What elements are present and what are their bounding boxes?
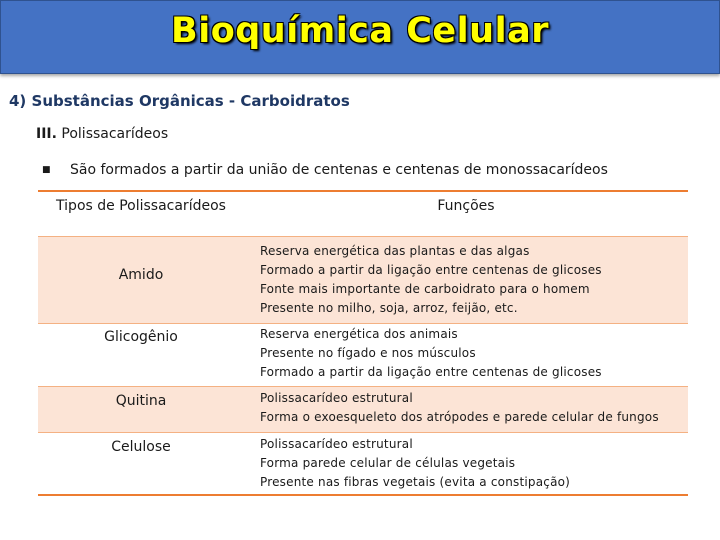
table-bottom-rule (38, 494, 688, 496)
type-cell: Glicogênio (104, 329, 178, 345)
sub-title-number: III. (36, 126, 57, 142)
function-line: Formado a partir da ligação entre centenas de glicoses (260, 365, 602, 379)
function-line: Reserva energética das plantas e das algas (260, 244, 530, 258)
function-line: Formado a partir da ligação entre centenas de glicoses (260, 263, 602, 277)
function-line: Polissacarídeo estrutural (260, 437, 413, 451)
sub-title (36, 126, 168, 142)
function-line: Presente no milho, soja, arroz, feijão, etc. (260, 301, 518, 315)
table-row-glicogenio (38, 323, 688, 385)
column-header-types: Tipos de Polissacarídeos (56, 198, 226, 214)
function-line: Presente nas fibras vegetais (evita a constipação) (260, 475, 571, 489)
type-cell: Celulose (111, 439, 171, 455)
functions-cell (260, 325, 602, 382)
section-title: 4) Substâncias Orgânicas - Carboidratos (9, 92, 350, 110)
slide-title: Bioquímica Celular (171, 11, 549, 51)
function-line: Forma o exoesqueleto dos atrópodes e parede celular de fungos (260, 410, 659, 424)
table-row-quitina (38, 386, 688, 433)
title-banner (0, 0, 720, 74)
table-row-celulose (38, 433, 688, 493)
table-top-rule (38, 190, 688, 192)
functions-cell (260, 242, 602, 318)
function-line: Fonte mais importante de carboidrato para o homem (260, 282, 590, 296)
function-line: Forma parede celular de células vegetais (260, 456, 516, 470)
sub-title-text: Polissacarídeos (61, 126, 169, 142)
bullet-text: São formados a partir da união de centenas e centenas de monossacarídeos (70, 162, 608, 178)
column-header-functions: Funções (437, 198, 495, 214)
function-line: Polissacarídeo estrutural (260, 391, 413, 405)
type-cell: Amido (118, 267, 164, 283)
table-row-amido (38, 236, 688, 324)
functions-cell (260, 389, 659, 427)
function-line: Presente no fígado e nos músculos (260, 346, 476, 360)
functions-cell (260, 435, 570, 492)
function-line: Reserva energética dos animais (260, 327, 458, 341)
type-cell: Quitina (115, 393, 167, 409)
square-bullet-icon: ■ (42, 165, 51, 175)
